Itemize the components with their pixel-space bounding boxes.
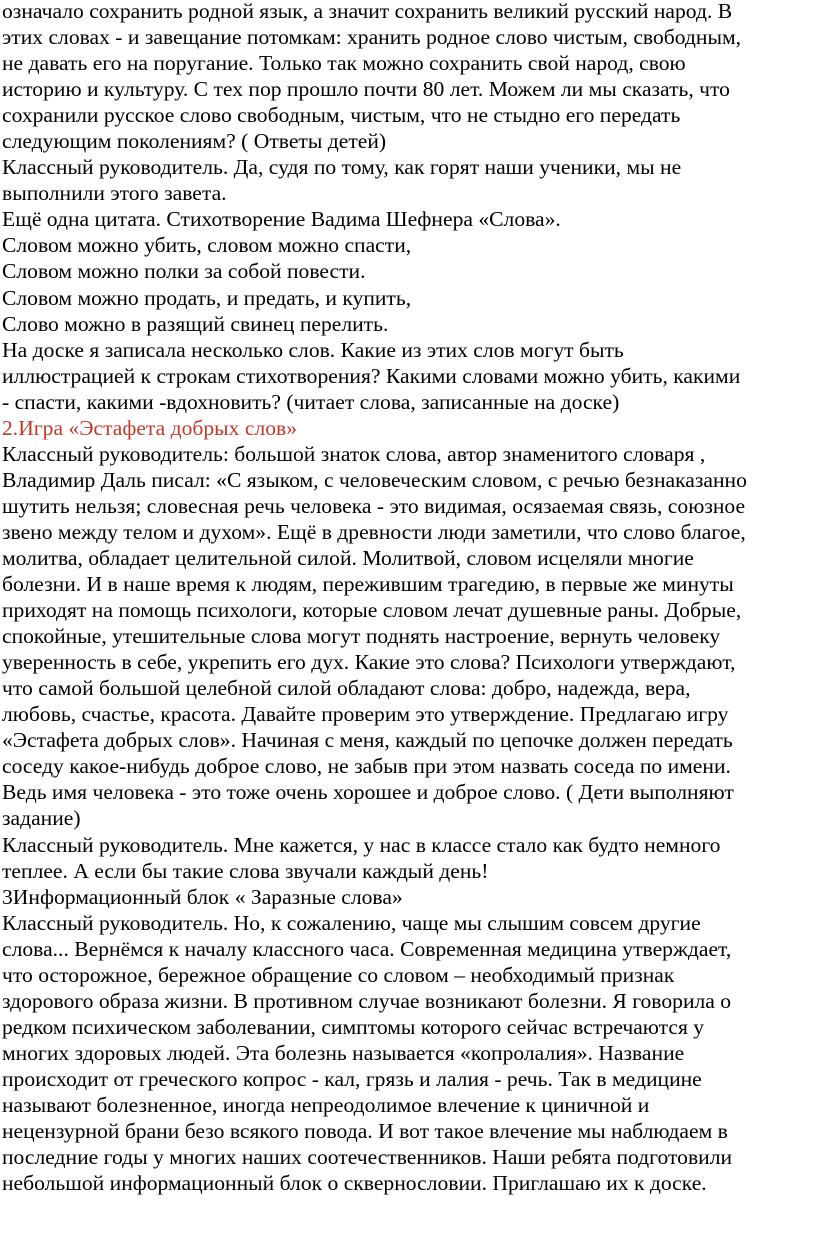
text-line: сохранили русское слово свободным, чистым, что не стыдно его передать <box>2 103 681 128</box>
text-line: иллюстрацией к строкам стихотворения? Какими словами можно убить, какими <box>2 363 741 388</box>
text-line: следующим поколениям? ( Ответы детей) <box>2 129 387 154</box>
text-line: последние годы у многих наших соотечественников. Наши ребята подготовили <box>2 1145 733 1170</box>
text-line: называют болезненное, иногда непреодолимое влечение к циничной и <box>2 1092 650 1117</box>
text-line: означало сохранить родной язык, а значит сохранить великий русский народ. В <box>2 0 733 23</box>
text-line: нецензурной брани безо всякого повода. И вот такое влечение мы наблюдаем в <box>2 1119 728 1144</box>
text-line: не давать его на поругание. Только так можно сохранить свой народ, свою <box>2 51 686 76</box>
text-line: болезни. И в наше время к людям, пережившим трагедию, в первые же минуты <box>2 572 734 597</box>
text-line: небольшой информационный блок о сквернословии. Приглашаю их к доске. <box>2 1171 707 1196</box>
text-line: многих здоровых людей. Эта болезнь называется «копролалия». Название <box>2 1040 685 1065</box>
text-line: уверенность в себе, укрепить его дух. Какие это слова? Психологи утверждают, <box>2 650 736 675</box>
text-line: приходят на помощь психологи, которые словом лечат душевные раны. Добрые, <box>2 598 742 623</box>
text-line: Словом можно продать, и предать, и купить, <box>2 285 412 310</box>
text-line: соседу какое-нибудь доброе слово, не забыв при этом назвать соседа по имени. <box>2 754 731 779</box>
text-line: 3Информационный блок « Заразные слова» <box>2 884 403 909</box>
text-line: редком психическом заболевании, симптомы которого сейчас встречаются у <box>2 1014 705 1039</box>
text-line: звено между телом и духом». Ещё в древности люди заметили, что слово благое, <box>2 519 746 544</box>
text-line: что самой большой целебной силой обладают слова: добро, надежда, вера, <box>2 676 691 701</box>
text-line: На доске я записала несколько слов. Какие из этих слов могут быть <box>2 337 624 362</box>
text-line: Словом можно полки за собой повести. <box>2 259 366 284</box>
text-line: Словом можно убить, словом можно спасти, <box>2 233 412 258</box>
text-line: этих словах - и завещание потомкам: хранить родное слово чистым, свободным, <box>2 25 742 50</box>
text-line: молитва, обладает целительной силой. Молитвой, словом исцеляли многие <box>2 545 694 570</box>
text-line: Классный руководитель. Да, судя по тому, как горят наши ученики, мы не <box>2 155 682 180</box>
text-line: «Эстафета добрых слов». Начиная с меня, каждый по цепочке должен передать <box>2 728 733 753</box>
text-line: слова... Вернёмся к началу классного часа. Современная медицина утверждает, <box>2 936 732 961</box>
text-line: задание) <box>2 806 81 831</box>
text-line: здорового образа жизни. В противном случае возникают болезни. Я говорила о <box>2 988 732 1013</box>
text-line: Слово можно в разящий свинец перелить. <box>2 311 389 336</box>
text-line: Владимир Даль писал: «С языком, с человеческим словом, с речью безнаказанно <box>2 467 747 492</box>
text-line: Классный руководитель: большой знаток слова, автор знаменитого словаря , <box>2 441 706 466</box>
text-line: выполнили этого завета. <box>2 181 227 206</box>
text-line: спокойные, утешительные слова могут поднять настроение, вернуть человеку <box>2 624 721 649</box>
text-line: шутить нельзя; словесная речь человека - это видимая, осязаемая связь, союзное <box>2 493 746 518</box>
text-line: Классный руководитель. Мне кажется, у нас в классе стало как будто немного <box>2 832 721 857</box>
text-line: Ещё одна цитата. Стихотворение Вадима Шефнера «Слова». <box>2 207 561 232</box>
section-heading: 2.Игра «Эстафета добрых слов» <box>2 415 298 440</box>
text-line: теплее. А если бы такие слова звучали каждый день! <box>2 858 489 883</box>
text-line: - спасти, какими -вдохновить? (читает слова, записанные на доске) <box>2 389 620 414</box>
text-line: что осторожное, бережное обращение со словом – необходимый признак <box>2 962 675 987</box>
text-line: Классный руководитель. Но, к сожалению, чаще мы слышим совсем другие <box>2 910 701 935</box>
text-line: любовь, счастье, красота. Давайте проверим это утверждение. Предлагаю игру <box>2 702 729 727</box>
text-line: Ведь имя человека - это тоже очень хорошее и доброе слово. ( Дети выполняют <box>2 780 734 805</box>
text-line: историю и культуру. С тех пор прошло почти 80 лет. Можем ли мы сказать, что <box>2 77 730 102</box>
text-line: происходит от греческого копрос - кал, грязь и лалия - речь. Так в медицине <box>2 1066 702 1091</box>
